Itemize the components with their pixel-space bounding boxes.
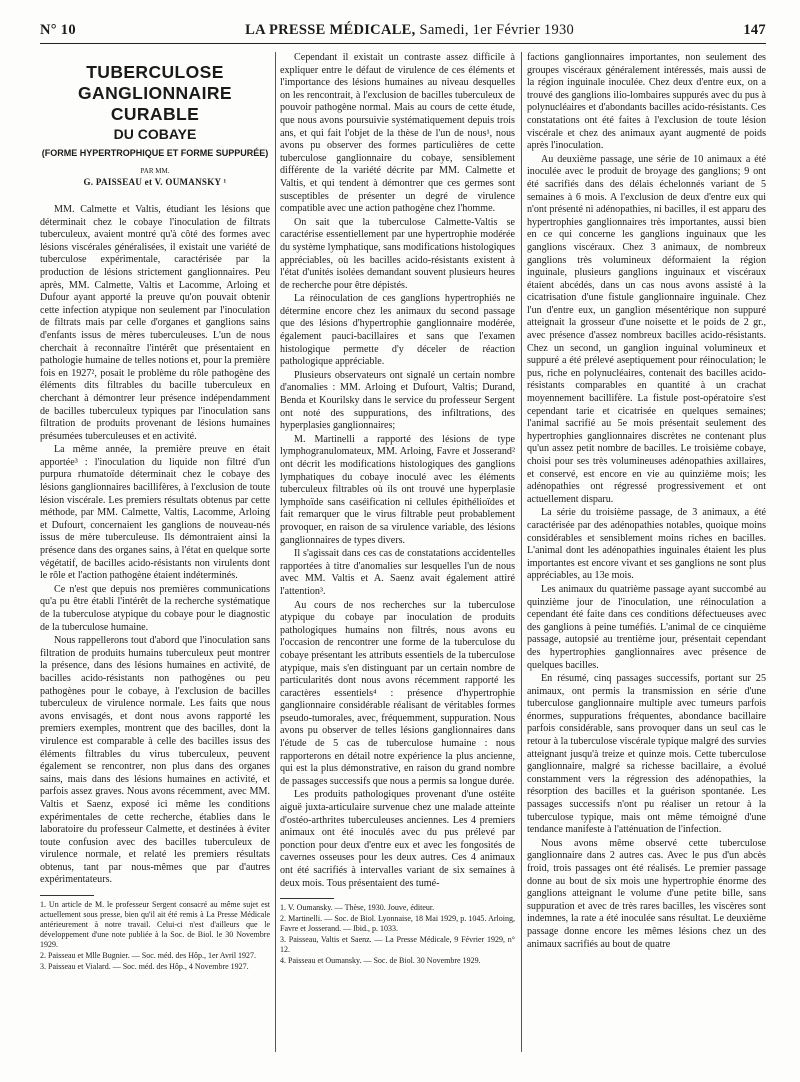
article-authors: G. PAISSEAU et V. OUMANSKY ¹ [83, 177, 227, 187]
running-header [40, 22, 766, 40]
paragraph: Au deuxième passage, une série de 10 animaux a été inoculée avec le produit de broyage des ganglions; 9 ont été sacrifiés dans des délais échelonnés variant de 5 semaines à 6 mois. A l'exclusion de deux d'entre eux qui n'ont présenté ni adénopathies, ni bacilles, il est apparu des hypertrophies ganglionnaires très importantes, aussi bien en ce qui concerne les ganglions inguinaux que les ganglions viscéraux. Chez 3 animaux, de nombreux ganglions très volumineux déformaient la région inguinale, plusieurs ganglions inguinaux et viscéraux étaient abcédés, dans un cas nous avons assisté à la cicatrisation d'une fistule ganglionnaire inguinale. Chez l'un d'entre eux, un ganglion mésentérique non suppuré atteignait la grosseur d'une noisette et le poids de 2 gr., avec présence d'assez nombreux bacilles acido-résistants. Chez un second, un ganglion inguinal volumineux et suppuré a été prélevé aseptiquement pour réinoculation; le pus, riche en polynucléaires, contenait des bacilles acido-résistants comparables en quantité à un crachat moyennement bacillifère. La fistule post-opératoire s'est cependant tarie et cicatrisée en quelques semaines; l'animal sacrifié au 5e mois présentait seulement des hypertrophies ganglionnaires discrètes ne contenant plus qu'un assez petit nombre de bacilles. Le troisième cobaye, choisi pour ses très volumineuses adénopathies axillaires, et conservé, est encore en vie au quinzième mois; les adénopathies ont régressé progressivement et ont actuellement disparu. [527, 153, 766, 505]
footnote-rule [40, 895, 94, 896]
footnote: 1. V. Oumansky. — Thèse, 1930. Jouve, éditeur. [280, 903, 435, 913]
paragraph: MM. Calmette et Valtis, étudiant les lésions que déterminait chez le cobaye l'inoculation de filtrats tuberculeux, avaient montré qu'à côté des formes avec lésions viscérales généralisées, il existait une variété de tuberculose expérimentale, caractérisée par la production de lésions strictement ganglionnaires. Peu après, MM. Calmette, Valtis et Lacomme, Arloing et Dufour ayant apporté la preuve qu'on pouvait obtenir cette infection atypique non seulement par l'inoculation de filtrats mais par celle d'organes et ganglions sains d'enfants issus de mères tuberculeuses. L'un de nous cherchait à reconnaître l'intérêt que présentaient en pathologie humaine de telles notions et, pour la première fois en 1927², posait le problème du rôle pathogène des éléments dits filtrables du bacille tuberculeux en cherchant à démontrer leur présence indépendamment de bacilles tuberculeux typiques par l'inoculation sans filtration de produits provenant de lésions humaines présumées tuberculeuses et en activité. [40, 204, 270, 442]
paragraph: Nous avons même observé cette tuberculose ganglionnaire dans 2 autres cas. Avec le pus d'un abcès froid, trois passages ont été réalisés. Le premier passage donne au bout de six mois une hypertrophie énorme des ganglions atteignant le volume d'une petite bille, sans suppuration et avec de très rares bacilles, les viscères sont indemnes, la rate a été inoculée sans résultat. Le deuxième passage donne encore les mêmes lésions chez un des animaux sacrifiés au bout de quatre [527, 837, 766, 950]
article-subsubtitle: (FORME HYPERTROPHIQUE ET FORME SUPPURÉE) [41, 148, 269, 158]
paragraph: Les produits pathologiques provenant d'une ostéite aiguë juxta-articulaire survenue chez une malade atteinte d'ostéo-arthrites tuberculeuses anciennes. Les 4 premiers animaux ont été inoculés avec du pus prélevé par ponction pour deux d'entre eux et avec les fongosités de cavernes osseuses pour les deux autres. Ces 4 animaux ont été sacrifiés à intervalles variant de six semaines à deux mois. Tous présentaient des tumé- [280, 789, 515, 889]
issue-number: N° 10 [40, 22, 76, 38]
article-title: TUBERCULOSE GANGLIONNAIRE CURABLE [78, 62, 232, 124]
header-rule [40, 43, 766, 44]
paragraph: factions ganglionnaires importantes, non seulement des groupes viscéraux généralement intéressés, mais aussi de la région inguinale inoculée. Chez deux d'entre eux, on a trouvé des ganglions ilio-lombaires suppurés avec du pus à polynucléaires et d'abondants bacilles acido-résistants. Ces constatations ont été faites à l'exclusion de toute lésion viscérale et chez des animaux ayant augmenté de poids après l'inoculation. [527, 52, 766, 152]
paragraph: Cependant il existait un contraste assez difficile à expliquer entre le défaut de virulence de ces éléments et l'importance des lésions humaines au niveau desquelles on les rencontrait, à l'exclusion de bacilles tuberculeux de pouvoir pathogène normal. Mais au cours de cette étude, que nous avons poursuivie systématiquement depuis trois ans, et qui fait l'objet de la thèse de l'un de nous¹, nous avons pu observer des formes particulières de cette tuberculose ganglionnaire du cobaye, sensiblement différente de la variété décrite par MM. Calmette et Valtis, et qui tendent à démontrer que ces germes sont susceptibles de présenter un degré de virulence compatible avec une action pathogène chez l'homme. [280, 52, 515, 215]
column-1 [40, 52, 270, 1076]
issue-date: Samedi, 1er Février 1930 [419, 22, 575, 38]
paragraph: Ce n'est que depuis nos premières communications qu'a pu être établi l'intérêt de la recherche systématique de la tuberculose atypique du cobaye pour le diagnostic de la tuberculose humaine. [40, 583, 270, 633]
column-2 [280, 52, 515, 1076]
footnote: 1. Un article de M. le professeur Sergent consacré au même sujet est actuellement sous presse, bien qu'il ait été remis à La Presse Médicale antérieurement à notre travail. Celui-ci n'est d'ailleurs que le développement d'une note publiée à la Soc. de Biol. le 30 Novembre 1929. [40, 900, 270, 950]
journal-name: LA PRESSE MÉDICALE, [245, 22, 416, 38]
paragraph: La réinoculation de ces ganglions hypertrophiés ne détermine encore chez les animaux du second passage que des lésions d'hypertrophie ganglionnaire modérée, également pauci-bacillaires et sans que l'examen histologique permette d'y déceler de réaction pathologique appréciable. [280, 293, 515, 368]
footnote-rule [280, 898, 334, 899]
paragraph: Plusieurs observateurs ont signalé un certain nombre d'anomalies : MM. Arloing et Dufourt, Valtis; Durand, Benda et Kourilsky dans le service du professeur Sergent ont noté des suppurations, des infiltrations, des hyperplasies ganglionnaires; [280, 369, 515, 432]
paragraph: On sait que la tuberculose Calmette-Valtis se caractérise essentiellement par une hypertrophie modérée du système lymphatique, sans modifications histologiques appréciables, où les bacilles acido-résistants existent à l'état d'unités isolées demandant souvent plusieurs heures de recherche pour être dépistés. [280, 216, 515, 291]
footnote: 3. Paisseau et Vialard. — Soc. méd. des Hôp., 4 Novembre 1927. [40, 962, 249, 972]
paragraph: Au cours de nos recherches sur la tuberculose atypique du cobaye par inoculation de produits pathologiques humains non filtrés, nous avons eu l'occasion de rencontrer une forme de la tuberculose du cobaye présentant les attributs essentiels de la tuberculose atypique, mais s'en distinguant par un certain nombre de particularités dont nous avons récemment rapporté les caractères essentiels⁴ : présence d'hypertrophie ganglionnaire considérable réalisant de véritables formes pseudo-tumorales, avec, fréquemment, suppuration. Nous avons pu observer de telles lésions ganglionnaires dans l'étude de 5 cas de tuberculose humaine : nous rapporterons en détail notre expérience la plus ancienne, qui est la plus démonstrative, en raison du grand nombre de passages successifs que nous a permis sa longue durée. [280, 599, 515, 787]
paragraph: Les animaux du quatrième passage ayant succombé au quinzième jour de l'inoculation, une réinoculation a cependant été faite dans ces conditions défectueuses avec des ganglions à peine tuméfiés. L'animal de ce cinquième passage, autopsié au trentième jour, présentait cependant des hypertrophies ganglionnaires avec présence de quelques bacilles. [527, 583, 766, 671]
column-3 [527, 52, 766, 1076]
journal-title-date [245, 22, 574, 39]
footnote: 2. Martinelli. — Soc. de Biol. Lyonnaise, 18 Mai 1929, p. 1045. Arloing, Favre et Josserand. — Ibid., p. 1033. [280, 914, 515, 934]
paragraph: Nous rappellerons tout d'abord que l'inoculation sans filtration de produits humains tuberculeux peut montrer la présence, dans des lésions humaines en activité, de bacilles acido-résistants non pathogènes ou peu pathogènes pour le cobaye, à l'exclusion de bacilles tuberculeux de virulence normale. Les faits que nous avons envisagés, et dont nous avons rapporté les premiers exemples, montrent que des bacilles, dont la virulence est comparable à celle des bacilles issus des éléments filtrables du virus tuberculeux, peuvent également se rencontrer, non plus dans des organes sains, mais dans des lésions humaines en activité, et parfois assez graves. Nous avons récemment, avec MM. Valtis et Saenz, exposé ici même les conditions expérimentales de cette recherche, établies dans le laboratoire du professeur Calmette, et destinées à éviter toute confusion avec des bacilles tuberculeux de virulence normale, et relaté les premiers résultats obtenus, tant par nous-mêmes que par d'autres expérimentateurs. [40, 635, 270, 886]
paragraph: En résumé, cinq passages successifs, portant sur 25 animaux, ont permis la transmission en série d'une tuberculose ganglionnaire multiple avec tumeurs parfois énormes, suppurations fréquentes, abondance bacillaire parfois considérable, sans provoquer dans un seul cas le retour à la tuberculose viscérale typique malgré des survies atteignant jusqu'à treize et quinze mois. Cette tuberculose ganglionnaire, malgré sa richesse bacillaire, a évolué constamment vers la régression des adénopathies, la résorption des bacilles et la guérison spontanée. Les passages successifs n'ont pu réaliser un retour à la tuberculose typique, mais ont même témoigné d'une tendance manifeste à l'atténuation de l'infection. [527, 673, 766, 836]
article-subtitle: DU COBAYE [113, 126, 197, 142]
footnote: 3. Paisseau, Valtis et Saenz. — La Presse Médicale, 9 Février 1929, n° 12. [280, 935, 515, 955]
footnote: 2. Paisseau et Mlle Bugnier. — Soc. méd. des Hôp., 1er Avril 1927. [40, 951, 257, 961]
paragraph: La série du troisième passage, de 3 animaux, a été caractérisée par des adénopathies notables, quoique moins considérables et sensiblement moins riches en bacilles. L'animal dont les adénopathies inguinales étaient les plus importantes est encore vivant et ses ganglions ne sont plus appréciables, au 13e mois. [527, 507, 766, 582]
byline-prefix: PAR MM. [140, 167, 170, 175]
column-divider [275, 52, 276, 1052]
footnote: 4. Paisseau et Oumansky. — Soc. de Biol. 30 Novembre 1929. [280, 956, 481, 966]
paragraph: M. Martinelli a rapporté des lésions de type lymphogranulomateux, MM. Arloing, Favre et Josserand² ont décrit les modifications histologiques des ganglions lymphatiques du cobaye inoculé avec les éléments tuberculeux filtrables où ils ont trouvé une hyperplasie lymphoïde sans caséification ni cellules épithélioïdes et fait remarquer que le virus filtrable peut probablement provoquer, en raison de sa virulence variable, des lésions ganglionnaires de types divers. [280, 433, 515, 546]
paragraph: La même année, la première preuve en était apportée³ : l'inoculation du liquide non filtré d'un purpura rhumatoïde déterminait chez le cobaye des lésions ganglionnaires bacillifères, à l'exclusion de toute lésion viscérale. Les premiers résultats obtenus par cette méthode, par MM. Calmette, Valtis, Lacomme, Arloing et Dufourt, concernaient les ganglions de nouveau-nés issus de mère tuberculeuse. Ils démontraient ainsi la présence dans des organes sains, à l'état en quelque sorte végétatif, de bacilles acido-résistants non virulents dont le rôle et l'action pathogène étaient indéterminés. [40, 444, 270, 582]
page-number: 147 [743, 22, 766, 38]
paragraph: Il s'agissait dans ces cas de constatations accidentelles rapportées à titre d'anomalies sur lesquelles l'un de nous avec MM. Valtis et A. Saenz avait également attiré l'attention³. [280, 548, 515, 597]
column-divider [521, 52, 522, 1052]
